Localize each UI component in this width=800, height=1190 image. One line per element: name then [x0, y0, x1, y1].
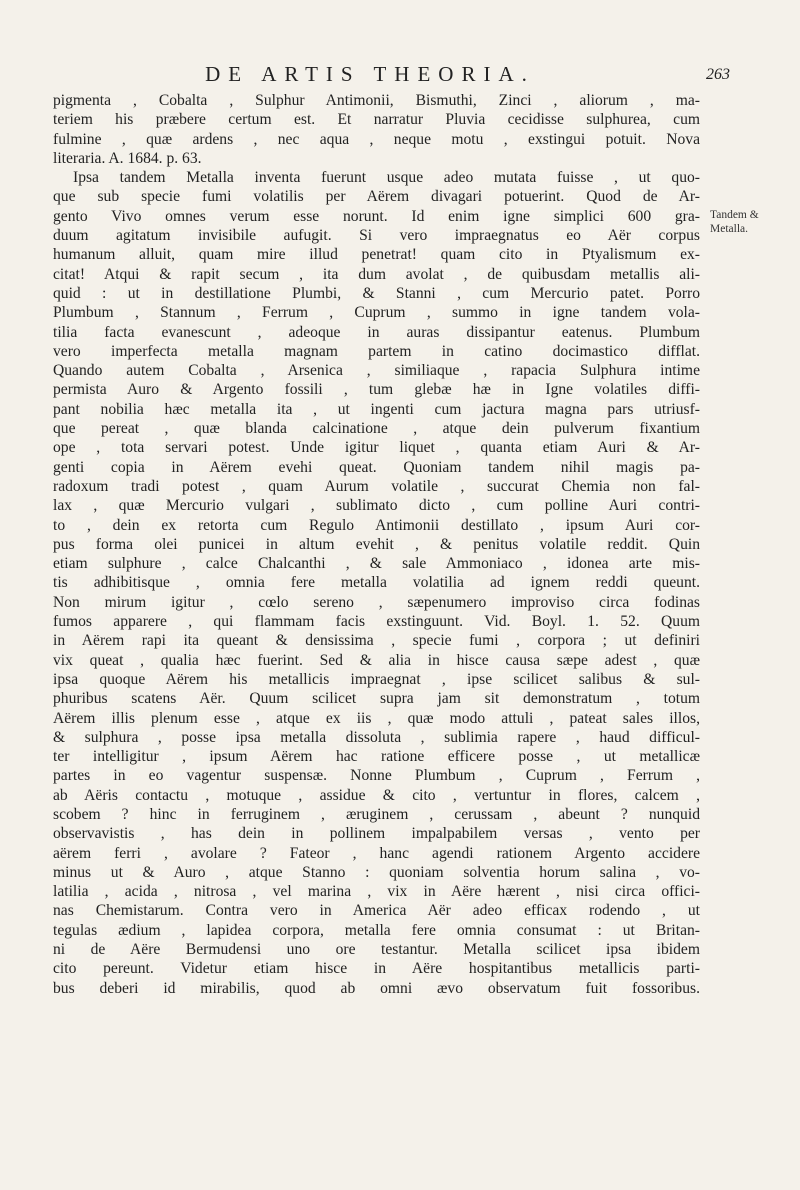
text-line: ni de Aëre Bermudensi uno ore testantur. Metalla scilicet ipsa ibidem	[53, 941, 700, 959]
text-line: nas Chemistarum. Contra vero in America Aër adeo efficax rodendo , ut	[53, 902, 700, 920]
text-line: & sulphura , posse ipsa metalla dissoluta , sublimia rapere , haud difficul-	[53, 728, 700, 746]
text-line: ipsa quoque Aërem his metallicis impraegnat , ipse scilicet salibus & sul-	[53, 670, 700, 688]
body-text	[53, 91, 700, 998]
text-line: radoxum tradi potest , quam Aurum volatile , succurat Chemia non fal-	[53, 477, 700, 495]
text-line: permista Auro & Argento fossili , tum glebæ hæ in Igne volatiles diffi-	[53, 381, 700, 399]
text-line: Ipsa tandem Metalla inventa fuerunt usque adeo mutata fuisse , ut quo-	[73, 169, 700, 187]
text-line: que sub specie fumi volatilis per Aërem divagari potuerint. Quod de Ar-	[53, 188, 700, 206]
text-line: Aërem illis plenum esse , atque ex iis , quæ modo attuli , pateat sales illos,	[53, 709, 700, 727]
text-line: vix queat , qualia hæc fuerint. Sed & alia in hisce causa sæpe adest , quæ	[53, 651, 700, 669]
text-line: phuribus scatens Aër. Quum scilicet supra jam sit demonstratum , totum	[53, 690, 700, 708]
text-line: latilia , acida , nitrosa , vel marina , vix in Aëre hærent , nisi circa offici-	[53, 883, 700, 901]
text-line: pus forma olei punicei in altum evehit , & penitus volatile reddit. Quin	[53, 535, 700, 553]
text-line: lax , quæ Mercurio vulgari , sublimato dicto , cum polline Auri contri-	[53, 497, 700, 515]
text-line: humanum alluit, quam mire illud penetrat! quam cito in Ptyalismum ex-	[53, 246, 700, 264]
margin-note-line: Tandem &	[710, 209, 759, 221]
text-line: teriem his præbere certum est. Et narratur Pluvia cecidisse sulphurea, cum	[53, 111, 700, 129]
text-line: citat! Atqui & rapit secum , ita dum avolat , de quibusdam metallis ali-	[53, 265, 700, 283]
text-line: bus deberi id mirabilis, quod ab omni ævo observatum fuit fossoribus.	[53, 979, 700, 997]
text-line: gento Vivo omnes verum esse norunt. Id enim igne simplici 600 gra-	[53, 207, 700, 225]
text-line: Quando autem Cobalta , Arsenica , similiaque , rapacia Sulphura intime	[53, 362, 700, 380]
text-line: ter intelligitur , ipsum Aërem hac ratione efficere posse , ut metallicæ	[53, 748, 700, 766]
text-line: minus ut & Auro , atque Stanno : quoniam solventia horum salina , vo-	[53, 863, 700, 881]
text-line: vero imperfecta metalla magnam partem in catino docimastico difflat.	[53, 342, 700, 360]
text-line: pigmenta , Cobalta , Sulphur Antimonii, Bismuthi, Zinci , aliorum , ma-	[53, 92, 700, 109]
text-line: ab Aëris contactu , motuque , assidue & cito , vertuntur in flores, calcem ,	[53, 786, 700, 804]
text-line: pant nobilia hæc metalla ita , ut ingenti cum jactura magna pars utriusf-	[53, 400, 700, 418]
page-header	[90, 62, 730, 86]
text-line: que pereat , quæ blanda calcinatione , atque dein pulverum fixantium	[53, 420, 700, 438]
text-line: Non mirum igitur , cœlo sereno , sæpenumero improviso circa fodinas	[53, 593, 700, 611]
text-line: fumos apparere , qui flammam facis exstinguunt. Vid. Boyl. 1. 52. Quum	[53, 613, 700, 631]
page-number: 263	[706, 66, 730, 83]
text-line: partes in eo vagentur suspensæ. Nonne Plumbum , Cuprum , Ferrum ,	[53, 767, 700, 785]
text-line: literaria. A. 1684. p. 63.	[53, 149, 202, 167]
text-line: aërem ferri , avolare ? Fateor , hanc agendi rationem Argento accidere	[53, 844, 700, 862]
text-line: genti copia in Aërem evehi queat. Quoniam tandem nihil magis pa-	[53, 458, 700, 476]
margin-note	[710, 208, 780, 236]
text-line: to , dein ex retorta cum Regulo Antimonii destillato , ipsum Auri cor-	[53, 516, 700, 534]
text-line: Plumbum , Stannum , Ferrum , Cuprum , summo in igne tandem vola-	[53, 304, 700, 322]
text-line: tis adhibitisque , omnia fere metalla volatilia ad ignem reddi queunt.	[53, 574, 700, 592]
text-line: cito pereunt. Videtur etiam hisce in Aëre hospitantibus metallicis parti-	[53, 960, 700, 978]
text-line: tilia facta evanescunt , adeoque in auras dissipantur eatenus. Plumbum	[53, 323, 700, 341]
text-line: tegulas ædium , lapidea corpora, metalla fere omnia consumat : ut Britan-	[53, 921, 700, 939]
text-line: observavistis , has dein in pollinem impalpabilem versas , vento per	[53, 825, 700, 843]
text-line: etiam sulphure , calce Chalcanthi , & sale Ammoniaco , idonea arte mis-	[53, 555, 700, 573]
text-line: ope , tota servari potest. Unde igitur liquet , quanta etiam Auri & Ar-	[53, 439, 700, 457]
text-line: duum agitatum invisibile aufugit. Si vero impraegnatus eo Aër corpus	[53, 227, 700, 245]
text-line: in Aërem rapi ita queant & densissima , specie fumi , corpora ; ut definiri	[53, 632, 700, 650]
text-line: fulmine , quæ ardens , nec aqua , neque motu , exstingui potuit. Nova	[53, 130, 700, 148]
text-line: scobem ? hinc in ferruginem , æruginem , cerussam , abeunt ? nunquid	[53, 805, 700, 823]
margin-note-line: Metalla.	[710, 223, 748, 235]
running-head: DE ARTIS THEORIA.	[205, 62, 535, 86]
text-line: quid : ut in destillatione Plumbi, & Stanni , cum Mercurio patet. Porro	[53, 284, 700, 302]
